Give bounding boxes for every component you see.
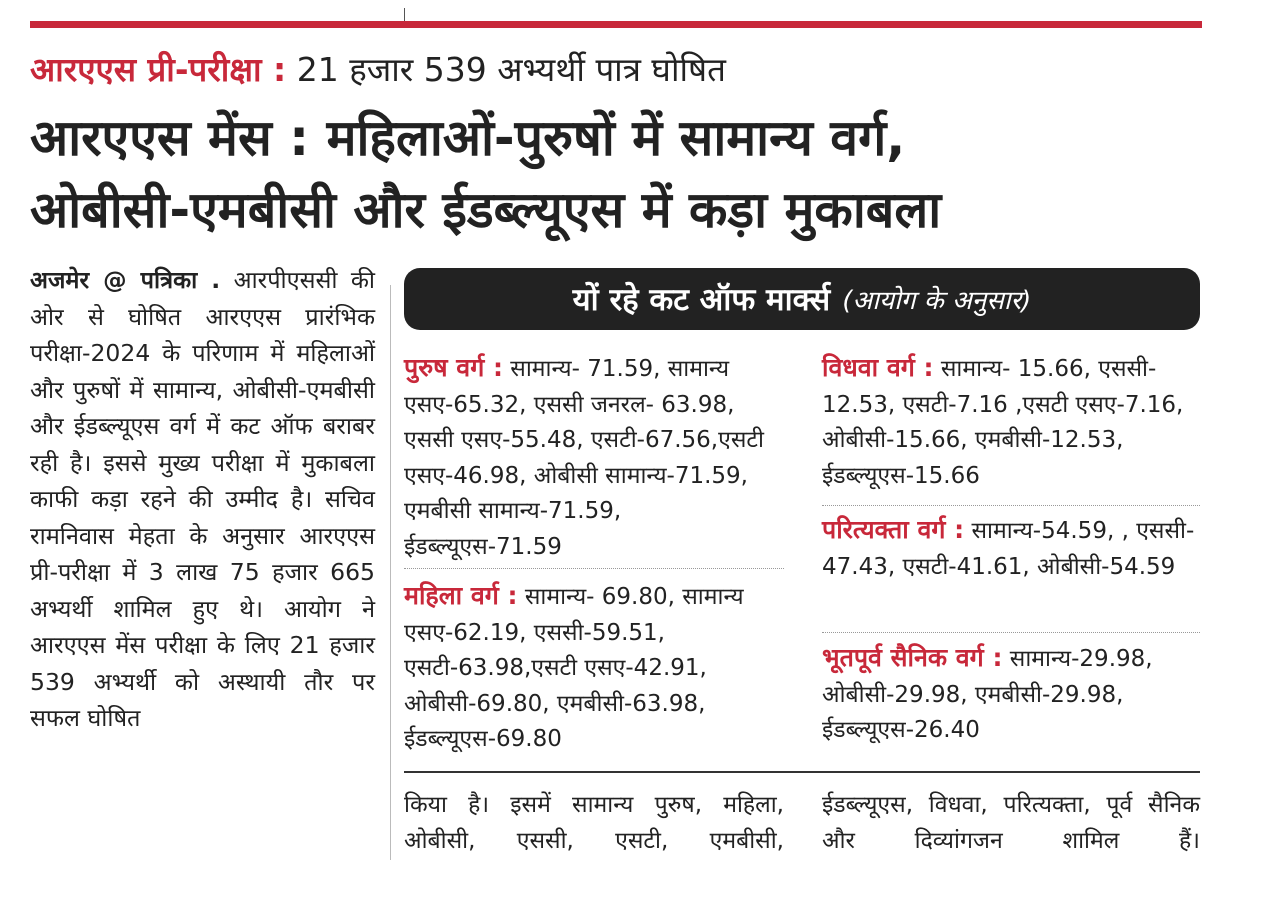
cutoff-banner-title: यों रहे कट ऑफ मार्क्स [572, 282, 831, 318]
cutoff-female [404, 578, 784, 758]
top-divider-tick [404, 8, 405, 22]
separator-male-female [404, 568, 784, 569]
bottom-rule [404, 771, 1200, 773]
article-continuation-right: ईडब्ल्यूएस, विधवा, परित्यक्ता, पूर्व सैनिक और दिव्यांगजन शामिल हैं। [822, 792, 1200, 854]
cutoff-female-text: सामान्य- 69.80, सामान्य एसए-62.19, एससी-59.51, एसटी-63.98,एसटी एसए-42.91, ओबीसी-69.80, एमबीसी-63.98, ईडब्ल्यूएस-69.80 [404, 584, 744, 752]
cutoff-banner-subtitle: (आयोग के अनुसार) [842, 286, 1032, 316]
cutoff-female-label: महिला वर्ग : [404, 581, 518, 610]
kicker-text: 21 हजार 539 अभ्यर्थी पात्र घोषित [296, 50, 726, 89]
headline-line-2: ओबीसी-एमबीसी और ईडब्ल्यूएस में कड़ा मुकाबला [30, 181, 942, 239]
cutoff-divorcee-text: सामान्य-54.59, , एससी- 47.43, एसटी-41.61, ओबीसी-54.59 [822, 518, 1195, 580]
cutoff-widow-label: विधवा वर्ग : [822, 353, 934, 382]
top-red-rule [30, 21, 1202, 28]
article-body-column [30, 262, 375, 737]
article-text: आरपीएससी की ओर से घोषित आरएएस प्रारंभिक परीक्षा-2024 के परिणाम में महिलाओं और पुरुषों में सामान्य, ओबीसी-एमबीसी और ईडब्ल्यूएस वर्ग में कट ऑफ बराबर रही है। इससे मुख्य परीक्षा में मुकाबला काफी कड़ा रहने की उम्मीद है। सचिव रामनिवास मेहता के अनुसार आरएएस प्री-परीक्षा में 3 लाख 75 हजार 665 अभ्यर्थी शामिल हुए थे। आयोग ने आरएएस मेंस परीक्षा के लिए 21 हजार 539 अभ्यर्थी को अस्थायी तौर पर सफल घोषित [30, 266, 375, 732]
separator-divorcee-exservice [822, 632, 1200, 633]
cutoff-divorcee-label: परित्यक्ता वर्ग : [822, 515, 965, 544]
cutoff-banner [404, 268, 1200, 330]
cutoff-widow [822, 350, 1200, 494]
cutoff-divorcee [822, 512, 1200, 585]
article-continuation-mid: किया है। इसमें सामान्य पुरुष, महिला, ओबीसी, एससी, एसटी, एमबीसी, [404, 792, 784, 854]
dateline: अजमेर @ पत्रिका . [30, 266, 221, 294]
separator-widow-divorcee [822, 505, 1200, 506]
kicker [30, 48, 726, 92]
kicker-prefix: आरएएस प्री-परीक्षा : [30, 50, 287, 89]
headline-line-1: आरएएस मेंस : महिलाओं-पुरुषों में सामान्य वर्ग, [30, 109, 906, 167]
column-divider [390, 285, 391, 860]
headline [30, 102, 1240, 246]
cutoff-male-text: सामान्य- 71.59, सामान्य एसए-65.32, एससी जनरल- 63.98, एससी एसए-55.48, एसटी-67.56,एसटी एसए-46.98, ओबीसी सामान्य-71.59, एमबीसी सामान्य-71.59, ईडब्ल्यूएस-71.59 [404, 356, 764, 560]
cutoff-ex-servicemen [822, 640, 1200, 749]
cutoff-ex-servicemen-label: भूतपूर्व सैनिक वर्ग : [822, 643, 1003, 672]
cutoff-male-label: पुरुष वर्ग : [404, 353, 503, 382]
cutoff-ex-servicemen-text: सामान्य-29.98, ओबीसी-29.98, एमबीसी-29.98, ईडब्ल्यूएस-26.40 [822, 646, 1153, 743]
cutoff-male [404, 350, 784, 565]
cutoff-widow-text: सामान्य- 15.66, एससी- 12.53, एसटी-7.16 ,एसटी एसए-7.16, ओबीसी-15.66, एमबीसी-12.53, ईडब्ल्यूएस-15.66 [822, 356, 1184, 489]
